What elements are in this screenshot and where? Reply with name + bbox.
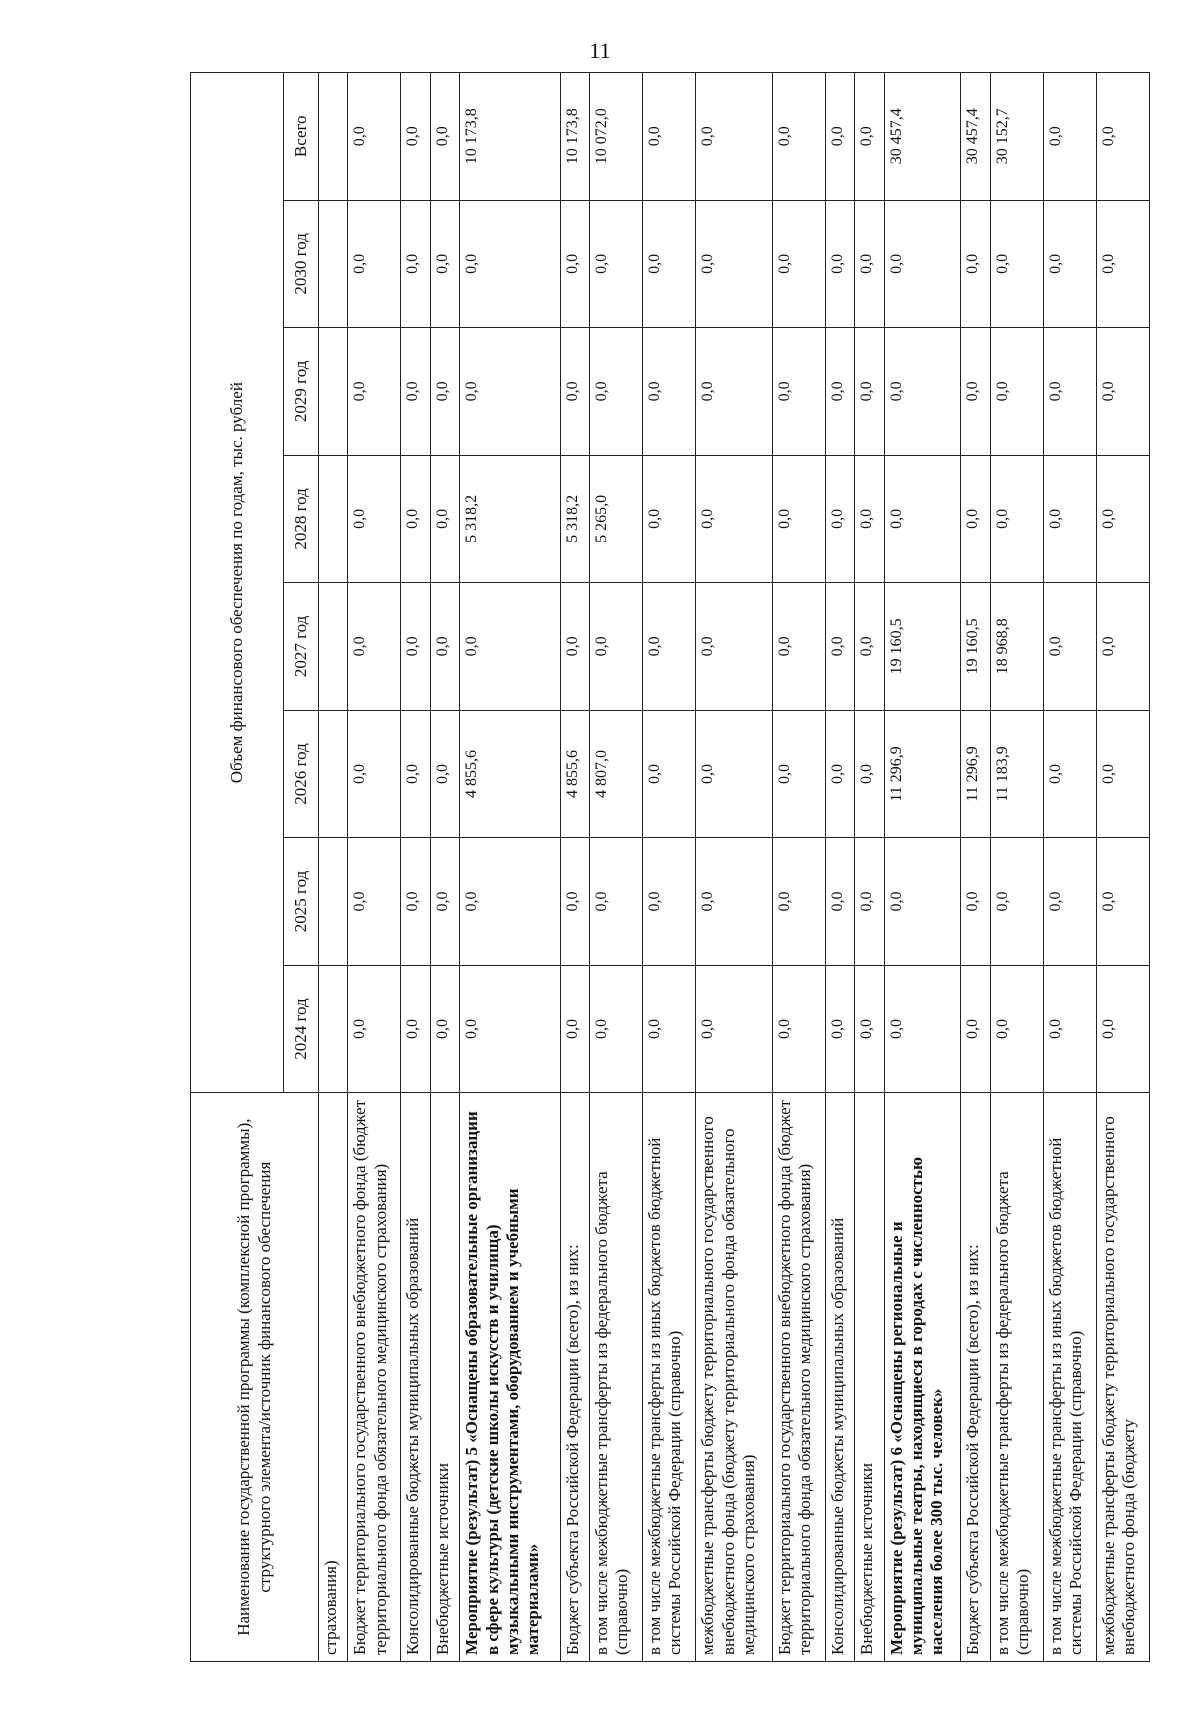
value-cell: 0,0 xyxy=(401,73,430,201)
value-cell: 0,0 xyxy=(348,965,401,1093)
value-cell: 4 807,0 xyxy=(590,710,643,838)
value-cell: 0,0 xyxy=(1043,455,1096,583)
value-cell: 0,0 xyxy=(1096,328,1149,456)
table-row xyxy=(643,73,696,1662)
value-cell: 10 173,8 xyxy=(460,73,560,201)
value-cell: 0,0 xyxy=(1096,455,1149,583)
value-cell: 0,0 xyxy=(1043,583,1096,711)
value-cell: 0,0 xyxy=(401,583,430,711)
value-cell: 0,0 xyxy=(1043,328,1096,456)
value-cell: 0,0 xyxy=(1096,838,1149,966)
year-column-header: Всего xyxy=(284,73,319,201)
table-row xyxy=(825,73,854,1662)
value-cell: 0,0 xyxy=(348,583,401,711)
value-cell xyxy=(319,710,348,838)
value-cell: 0,0 xyxy=(430,965,459,1093)
page-number: 11 xyxy=(589,38,611,63)
financing-group-header: Объем финансового обеспечения по годам, тыс. рублей xyxy=(191,73,284,1093)
value-cell: 0,0 xyxy=(696,328,773,456)
value-cell: 0,0 xyxy=(348,710,401,838)
row-name-cell: Бюджет субъекта Российской Федерации (всего), из них: xyxy=(961,1093,990,1662)
value-cell: 0,0 xyxy=(855,965,884,1093)
value-cell: 0,0 xyxy=(990,328,1043,456)
value-cell: 4 855,6 xyxy=(460,710,560,838)
value-cell xyxy=(319,328,348,456)
value-cell: 0,0 xyxy=(772,583,825,711)
value-cell: 19 160,5 xyxy=(961,583,990,711)
table-row xyxy=(696,73,773,1662)
value-cell: 0,0 xyxy=(772,965,825,1093)
value-cell: 5 318,2 xyxy=(560,455,589,583)
value-cell: 0,0 xyxy=(1043,710,1096,838)
value-cell: 0,0 xyxy=(825,73,854,201)
value-cell: 0,0 xyxy=(348,200,401,328)
value-cell: 0,0 xyxy=(430,328,459,456)
row-name-cell: Консолидированные бюджеты муниципальных образований xyxy=(825,1093,854,1662)
value-cell: 0,0 xyxy=(1043,200,1096,328)
value-cell xyxy=(319,965,348,1093)
value-cell: 0,0 xyxy=(643,710,696,838)
value-cell: 0,0 xyxy=(401,328,430,456)
table-row xyxy=(772,73,825,1662)
value-cell: 0,0 xyxy=(825,583,854,711)
table-row xyxy=(884,73,961,1662)
value-cell: 0,0 xyxy=(1043,73,1096,201)
value-cell: 0,0 xyxy=(643,965,696,1093)
value-cell: 0,0 xyxy=(590,965,643,1093)
row-name-cell: Бюджет субъекта Российской Федерации (всего), из них: xyxy=(560,1093,589,1662)
table-row xyxy=(990,73,1043,1662)
value-cell: 0,0 xyxy=(348,455,401,583)
value-cell: 0,0 xyxy=(1096,73,1149,201)
year-column-header: 2024 год xyxy=(284,965,319,1093)
value-cell: 0,0 xyxy=(430,200,459,328)
value-cell: 0,0 xyxy=(560,965,589,1093)
value-cell: 0,0 xyxy=(401,455,430,583)
year-column-header: 2028 год xyxy=(284,455,319,583)
value-cell: 0,0 xyxy=(855,583,884,711)
value-cell: 0,0 xyxy=(590,838,643,966)
table-row xyxy=(590,73,643,1662)
year-column-header: 2026 год xyxy=(284,710,319,838)
value-cell: 0,0 xyxy=(401,710,430,838)
row-name-cell: в том числе межбюджетные трансферты из федерального бюджета (справочно) xyxy=(990,1093,1043,1662)
value-cell: 11 296,9 xyxy=(884,710,961,838)
value-cell: 0,0 xyxy=(855,200,884,328)
value-cell: 0,0 xyxy=(460,838,560,966)
value-cell: 0,0 xyxy=(825,455,854,583)
value-cell: 0,0 xyxy=(884,838,961,966)
value-cell: 0,0 xyxy=(990,965,1043,1093)
value-cell: 0,0 xyxy=(430,838,459,966)
value-cell: 0,0 xyxy=(696,965,773,1093)
value-cell: 0,0 xyxy=(961,200,990,328)
value-cell: 0,0 xyxy=(460,965,560,1093)
value-cell: 10 173,8 xyxy=(560,73,589,201)
value-cell: 5 318,2 xyxy=(460,455,560,583)
row-name-cell: в том числе межбюджетные трансферты из иных бюджетов бюджетной системы Российской Федерации (справочно) xyxy=(643,1093,696,1662)
value-cell: 0,0 xyxy=(855,328,884,456)
row-name-cell: Внебюджетные источники xyxy=(855,1093,884,1662)
year-column-header: 2025 год xyxy=(284,838,319,966)
row-name-cell: Мероприятие (результат) 6 «Оснащены региональные и муниципальные театры, находящиеся в городах с численностью населения более 300 тыс. человек» xyxy=(884,1093,961,1662)
value-cell: 0,0 xyxy=(884,328,961,456)
table-body xyxy=(319,73,1150,1662)
value-cell: 0,0 xyxy=(696,73,773,201)
value-cell: 0,0 xyxy=(825,200,854,328)
table-row xyxy=(961,73,990,1662)
value-cell: 0,0 xyxy=(1043,838,1096,966)
value-cell xyxy=(319,583,348,711)
table-row xyxy=(348,73,401,1662)
value-cell: 0,0 xyxy=(990,200,1043,328)
value-cell: 0,0 xyxy=(401,838,430,966)
value-cell: 30 457,4 xyxy=(884,73,961,201)
value-cell: 0,0 xyxy=(460,200,560,328)
table-row xyxy=(1096,73,1149,1662)
value-cell: 30 457,4 xyxy=(961,73,990,201)
value-cell: 0,0 xyxy=(825,838,854,966)
value-cell: 0,0 xyxy=(772,455,825,583)
value-cell: 0,0 xyxy=(855,455,884,583)
value-cell: 0,0 xyxy=(855,710,884,838)
value-cell: 0,0 xyxy=(590,200,643,328)
value-cell: 0,0 xyxy=(961,328,990,456)
row-name-cell: Внебюджетные источники xyxy=(430,1093,459,1662)
value-cell: 0,0 xyxy=(643,328,696,456)
value-cell: 0,0 xyxy=(401,200,430,328)
rotated-table-container xyxy=(190,72,1150,1662)
value-cell: 0,0 xyxy=(348,328,401,456)
year-column-header: 2030 год xyxy=(284,200,319,328)
value-cell: 0,0 xyxy=(1096,965,1149,1093)
value-cell: 0,0 xyxy=(855,838,884,966)
value-cell: 0,0 xyxy=(696,710,773,838)
value-cell xyxy=(319,73,348,201)
value-cell: 0,0 xyxy=(825,965,854,1093)
value-cell: 0,0 xyxy=(560,328,589,456)
table-row xyxy=(401,73,430,1662)
table-row xyxy=(855,73,884,1662)
value-cell: 0,0 xyxy=(590,583,643,711)
value-cell: 10 072,0 xyxy=(590,73,643,201)
value-cell: 0,0 xyxy=(1043,965,1096,1093)
value-cell: 0,0 xyxy=(643,200,696,328)
row-name-cell: Бюджет территориального государственного внебюджетного фонда (бюджет территориального фонда обязательного медицинского страхования) xyxy=(348,1093,401,1662)
value-cell: 0,0 xyxy=(884,200,961,328)
row-name-cell: межбюджетные трансферты бюджету территориального государственного внебюджетного фонда (бюджету территориального фонда обязательного медицинского страхования) xyxy=(696,1093,773,1662)
value-cell: 0,0 xyxy=(348,838,401,966)
value-cell: 0,0 xyxy=(1096,710,1149,838)
value-cell xyxy=(319,455,348,583)
value-cell: 0,0 xyxy=(560,838,589,966)
value-cell: 0,0 xyxy=(348,73,401,201)
value-cell: 0,0 xyxy=(1096,583,1149,711)
value-cell: 0,0 xyxy=(1096,200,1149,328)
value-cell: 0,0 xyxy=(825,710,854,838)
value-cell: 30 152,7 xyxy=(990,73,1043,201)
value-cell: 19 160,5 xyxy=(884,583,961,711)
table-area xyxy=(190,72,1150,1662)
value-cell: 0,0 xyxy=(560,200,589,328)
value-cell: 0,0 xyxy=(772,710,825,838)
value-cell: 0,0 xyxy=(696,200,773,328)
value-cell: 0,0 xyxy=(430,455,459,583)
value-cell: 0,0 xyxy=(696,838,773,966)
row-name-cell: Консолидированные бюджеты муниципальных образований xyxy=(401,1093,430,1662)
value-cell: 11 296,9 xyxy=(961,710,990,838)
value-cell: 0,0 xyxy=(460,328,560,456)
value-cell: 0,0 xyxy=(643,838,696,966)
table-row xyxy=(1043,73,1096,1662)
value-cell: 0,0 xyxy=(643,583,696,711)
value-cell: 0,0 xyxy=(696,583,773,711)
value-cell xyxy=(319,838,348,966)
value-cell: 0,0 xyxy=(855,73,884,201)
row-name-cell: Бюджет территориального государственного внебюджетного фонда (бюджет территориального фонда обязательного медицинского страхования) xyxy=(772,1093,825,1662)
table-row xyxy=(460,73,560,1662)
value-cell: 0,0 xyxy=(430,710,459,838)
year-column-header: 2027 год xyxy=(284,583,319,711)
value-cell: 0,0 xyxy=(696,455,773,583)
value-cell: 0,0 xyxy=(961,455,990,583)
table-row xyxy=(560,73,589,1662)
value-cell: 0,0 xyxy=(772,838,825,966)
value-cell: 5 265,0 xyxy=(590,455,643,583)
value-cell: 0,0 xyxy=(990,838,1043,966)
value-cell: 11 183,9 xyxy=(990,710,1043,838)
value-cell: 0,0 xyxy=(590,328,643,456)
value-cell: 0,0 xyxy=(961,965,990,1093)
value-cell: 0,0 xyxy=(825,328,854,456)
value-cell: 0,0 xyxy=(961,838,990,966)
value-cell: 4 855,6 xyxy=(560,710,589,838)
row-name-cell: страхования) xyxy=(319,1093,348,1662)
value-cell: 18 968,8 xyxy=(990,583,1043,711)
value-cell: 0,0 xyxy=(772,200,825,328)
name-column-header: Наименование государственной программы (комплексной программы), структурного элемента/источник финансового обеспечения xyxy=(191,1093,319,1662)
value-cell: 0,0 xyxy=(990,455,1043,583)
row-name-cell: в том числе межбюджетные трансферты из иных бюджетов бюджетной системы Российской Федерации (справочно) xyxy=(1043,1093,1096,1662)
row-name-cell: межбюджетные трансферты бюджету территориального государственного внебюджетного фонда (бюджету xyxy=(1096,1093,1149,1662)
value-cell: 0,0 xyxy=(772,328,825,456)
row-name-cell: в том числе межбюджетные трансферты из федерального бюджета (справочно) xyxy=(590,1093,643,1662)
value-cell: 0,0 xyxy=(560,583,589,711)
value-cell: 0,0 xyxy=(884,455,961,583)
value-cell: 0,0 xyxy=(643,73,696,201)
financing-table xyxy=(190,72,1150,1662)
table-row xyxy=(430,73,459,1662)
value-cell: 0,0 xyxy=(643,455,696,583)
value-cell: 0,0 xyxy=(430,73,459,201)
value-cell: 0,0 xyxy=(430,583,459,711)
value-cell xyxy=(319,200,348,328)
value-cell: 0,0 xyxy=(772,73,825,201)
value-cell: 0,0 xyxy=(460,583,560,711)
value-cell: 0,0 xyxy=(884,965,961,1093)
value-cell: 0,0 xyxy=(401,965,430,1093)
year-column-header: 2029 год xyxy=(284,328,319,456)
row-name-cell: Мероприятие (результат) 5 «Оснащены образовательные организации в сфере культуры (детские школы искусств и училища) музыкальными инструментами, оборудованием и учебными материалами» xyxy=(460,1093,560,1662)
table-row xyxy=(319,73,348,1662)
